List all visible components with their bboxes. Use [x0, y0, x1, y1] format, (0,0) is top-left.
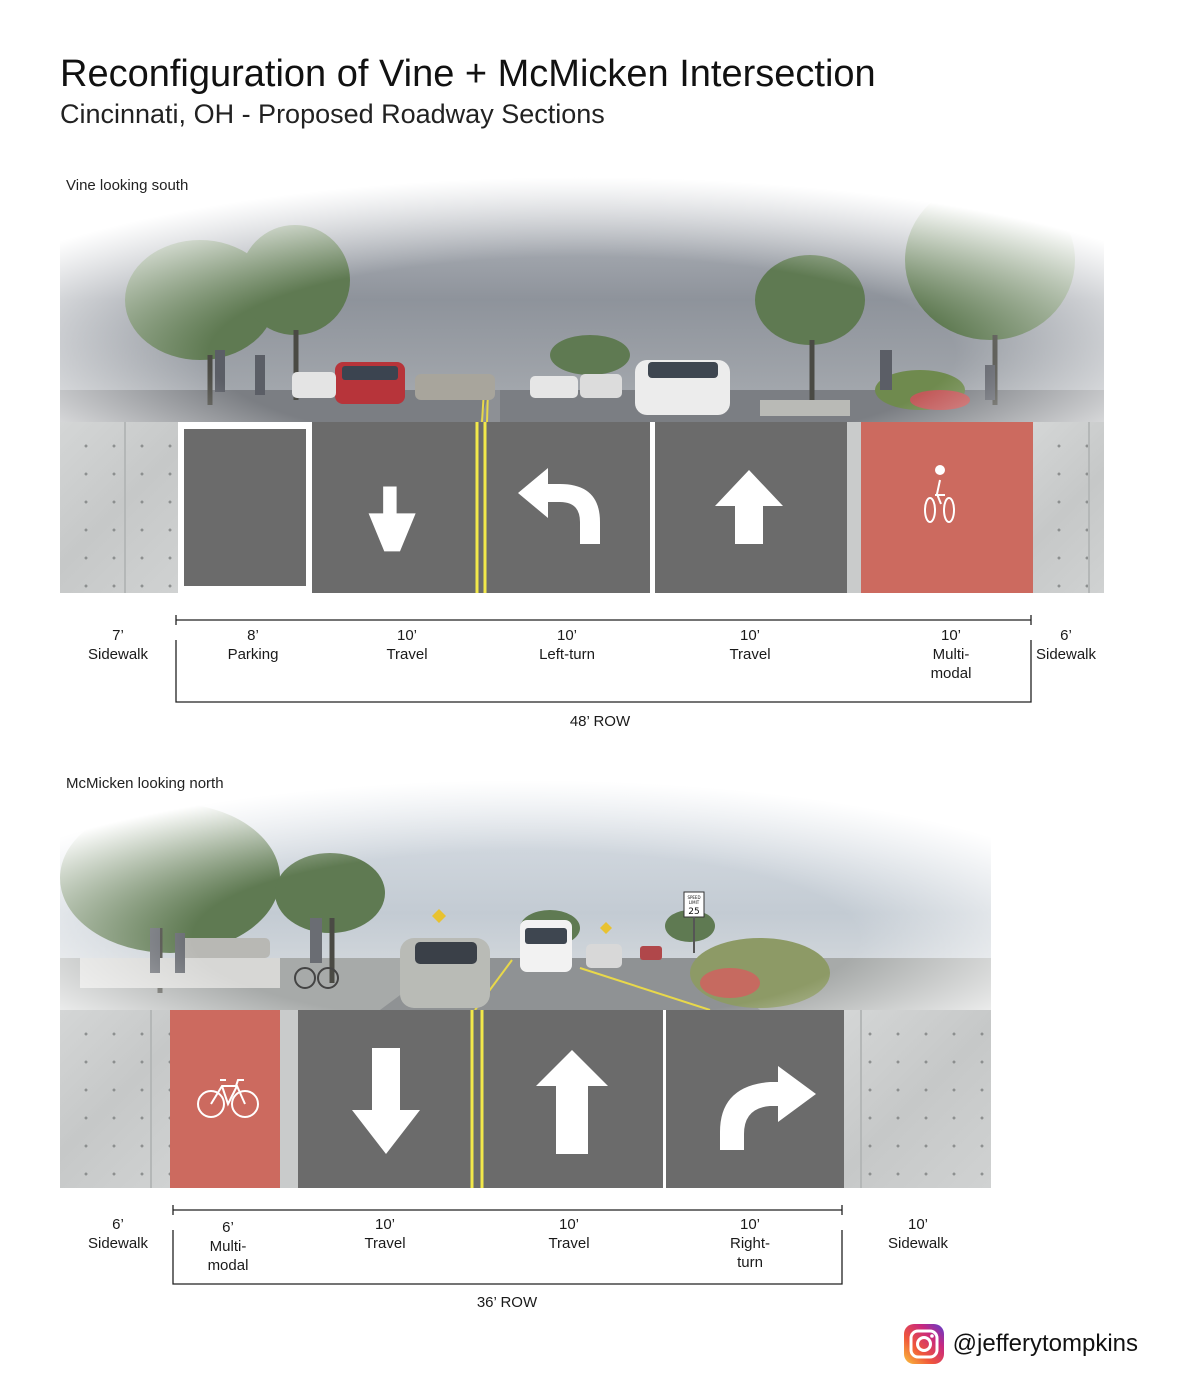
dimension-value: 10’ — [907, 1216, 929, 1233]
vine-multimodal-lane — [861, 422, 1033, 593]
sidewalk-joint — [1088, 422, 1090, 593]
dimension-value: 10’ — [940, 627, 962, 644]
dimension-value: 10’ — [556, 627, 578, 644]
mcmicken-dim-multimodal — [178, 1218, 278, 1275]
mcmicken-dim-sidewalk-east — [868, 1215, 968, 1253]
segment-name-line1: Multi- — [932, 646, 970, 663]
segment-name-line2: modal — [930, 665, 972, 682]
segment-name: Travel — [729, 646, 771, 663]
dimension-value: 10’ — [739, 1216, 761, 1233]
vine-scene-label: Vine looking south — [66, 177, 189, 194]
dimension-value: 10’ — [374, 1216, 396, 1233]
vine-sidewalk-west — [60, 422, 178, 593]
mcmicken-scene-label: McMicken looking north — [66, 775, 224, 792]
vine-buffer-curb — [847, 422, 861, 593]
vine-dim-multimodal — [901, 626, 1001, 683]
segment-name: Parking — [227, 646, 279, 663]
segment-name: Travel — [548, 1235, 590, 1252]
instagram-icon — [903, 1323, 945, 1365]
dimension-value: 10’ — [396, 627, 418, 644]
mcmicken-dim-travel-1 — [335, 1215, 435, 1253]
segment-name-line1: Multi- — [209, 1238, 247, 1255]
segment-name-line2: modal — [207, 1257, 249, 1274]
vine-dim-left-turn — [517, 626, 617, 664]
segment-name: Sidewalk — [87, 646, 149, 663]
sidewalk-joint — [150, 1010, 152, 1188]
dimension-value: 10’ — [558, 1216, 580, 1233]
mcmicken-right-turn-lane — [666, 1010, 844, 1188]
segment-name: Sidewalk — [887, 1235, 949, 1252]
mcmicken-plan-view — [60, 1010, 991, 1188]
mcmicken-row-label: 36’ ROW — [476, 1294, 538, 1311]
vine-travel-lane-north — [655, 422, 847, 593]
segment-name-line2: turn — [737, 1254, 763, 1271]
dimension-value: 6’ — [112, 1216, 124, 1233]
page-subtitle: Cincinnati, OH - Proposed Roadway Sections — [60, 99, 605, 129]
bicycle-icon — [198, 1080, 258, 1117]
sidewalk-joint — [124, 422, 126, 593]
right-turn-arrow-icon — [720, 1066, 816, 1150]
mcmicken-sidewalk-west — [60, 1010, 170, 1188]
vine-travel-lane-south — [312, 422, 655, 593]
segment-name-line1: Right- — [729, 1235, 770, 1252]
dimension-value: 6’ — [1060, 627, 1072, 644]
mcmicken-dim-right-turn — [700, 1215, 800, 1272]
mcmicken-buffer-curb — [280, 1010, 298, 1188]
cyclist-icon — [925, 466, 954, 522]
dimension-value: 6’ — [222, 1219, 234, 1236]
arrow-up-icon — [536, 1050, 608, 1154]
dimension-value: 10’ — [739, 627, 761, 644]
segment-name: Sidewalk — [87, 1235, 149, 1252]
left-turn-arrow-icon — [518, 468, 600, 544]
mcmicken-travel-lanes — [298, 1010, 663, 1188]
social-handle-text: @jefferytompkins — [952, 1330, 1138, 1357]
sidewalk-joint — [860, 1010, 862, 1188]
vine-dim-travel-1 — [357, 626, 457, 664]
vine-dim-sidewalk-west — [68, 626, 168, 664]
arrow-up-icon — [715, 470, 783, 544]
segment-name: Left-turn — [539, 646, 595, 663]
arrow-down-icon — [369, 486, 416, 551]
vine-plan-view — [60, 422, 1104, 593]
mcmicken-sidewalk-east — [844, 1010, 991, 1188]
vine-sidewalk-east — [1033, 422, 1104, 593]
segment-name: Travel — [364, 1235, 406, 1252]
arrow-down-icon — [352, 1048, 420, 1154]
vine-parking-lane — [178, 422, 312, 593]
mcmicken-dim-sidewalk-west — [68, 1215, 168, 1253]
mcmicken-street-rendering — [60, 768, 991, 1010]
page-title: Reconfiguration of Vine + McMicken Intersection — [60, 53, 876, 95]
vine-row-label: 48’ ROW — [569, 713, 631, 730]
segment-name: Travel — [386, 646, 428, 663]
mcmicken-multimodal-lane — [170, 1010, 280, 1188]
dimension-value: 7’ — [112, 627, 124, 644]
vine-dim-travel-2 — [700, 626, 800, 664]
vine-street-rendering — [60, 150, 1104, 422]
vine-dim-parking — [203, 626, 303, 664]
social-handle[interactable] — [903, 1322, 1138, 1366]
segment-name: Sidewalk — [1035, 646, 1097, 663]
mcmicken-dim-travel-2 — [519, 1215, 619, 1253]
vine-dim-sidewalk-east — [1016, 626, 1116, 664]
dimension-value: 8’ — [247, 627, 259, 644]
